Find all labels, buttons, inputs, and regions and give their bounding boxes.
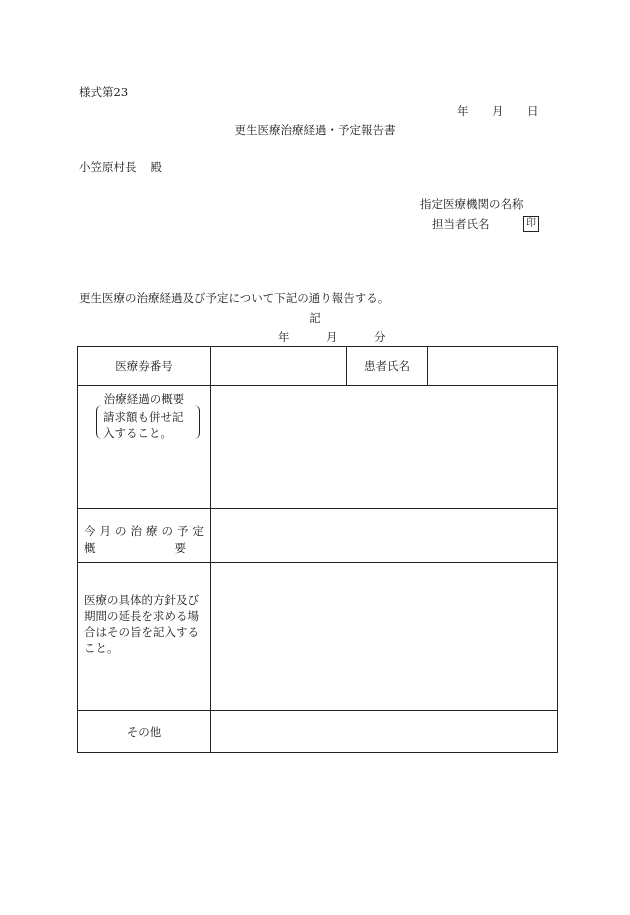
history-note-line1: 請求額も併せ記 <box>103 410 184 424</box>
history-note-line2: 入すること。 <box>103 426 172 440</box>
table-row <box>78 386 558 509</box>
plan-label-line1: 今 月 の 治 療 の 予 定 <box>84 524 204 538</box>
ki-heading: 記 <box>309 311 321 325</box>
patient-name-label: 患者氏名 <box>347 347 428 386</box>
period-suffix-label: 分 <box>374 330 386 344</box>
patient-name-field[interactable] <box>428 347 558 386</box>
document-title: 更生医療治療経過・予定報告書 <box>234 123 396 137</box>
date-year-label: 年 <box>457 104 469 118</box>
table-row <box>78 509 558 563</box>
addressee-name: 小笠原村長 <box>79 160 137 174</box>
policy-field[interactable] <box>211 563 558 711</box>
other-field[interactable] <box>211 711 558 753</box>
plan-label-cell <box>78 509 211 563</box>
table-row <box>78 347 558 386</box>
period-year-label: 年 <box>278 330 290 344</box>
table-row <box>78 711 558 753</box>
addressee <box>79 162 162 174</box>
date-day-label: 日 <box>527 104 539 118</box>
date-month-label: 月 <box>492 104 504 118</box>
history-label: 治療経過の概要 <box>103 392 185 406</box>
honorific: 殿 <box>150 160 162 174</box>
other-label: その他 <box>78 711 211 753</box>
seal-mark: 印 <box>523 216 539 232</box>
institution-name-label: 指定医療機関の名称 <box>420 197 524 211</box>
plan-field[interactable] <box>211 509 558 563</box>
note-bracket <box>96 405 200 439</box>
form-number: 様式第23 <box>79 85 129 99</box>
report-statement: 更生医療の治療経過及び予定について下記の通り報告する。 <box>79 291 390 305</box>
table-row <box>78 563 558 711</box>
cert-number-field[interactable] <box>211 347 347 386</box>
person-in-charge-label: 担当者氏名 <box>432 217 490 231</box>
report-table <box>77 346 558 753</box>
history-field[interactable] <box>211 386 558 509</box>
period-month-label: 月 <box>326 330 338 344</box>
history-label-cell <box>78 386 211 509</box>
cert-number-label: 医療券番号 <box>78 347 211 386</box>
policy-label: 医療の具体的方針及び期間の延長を求める場合はその旨を記入すること。 <box>78 563 211 711</box>
plan-label-line2: 概 要 <box>84 541 186 555</box>
